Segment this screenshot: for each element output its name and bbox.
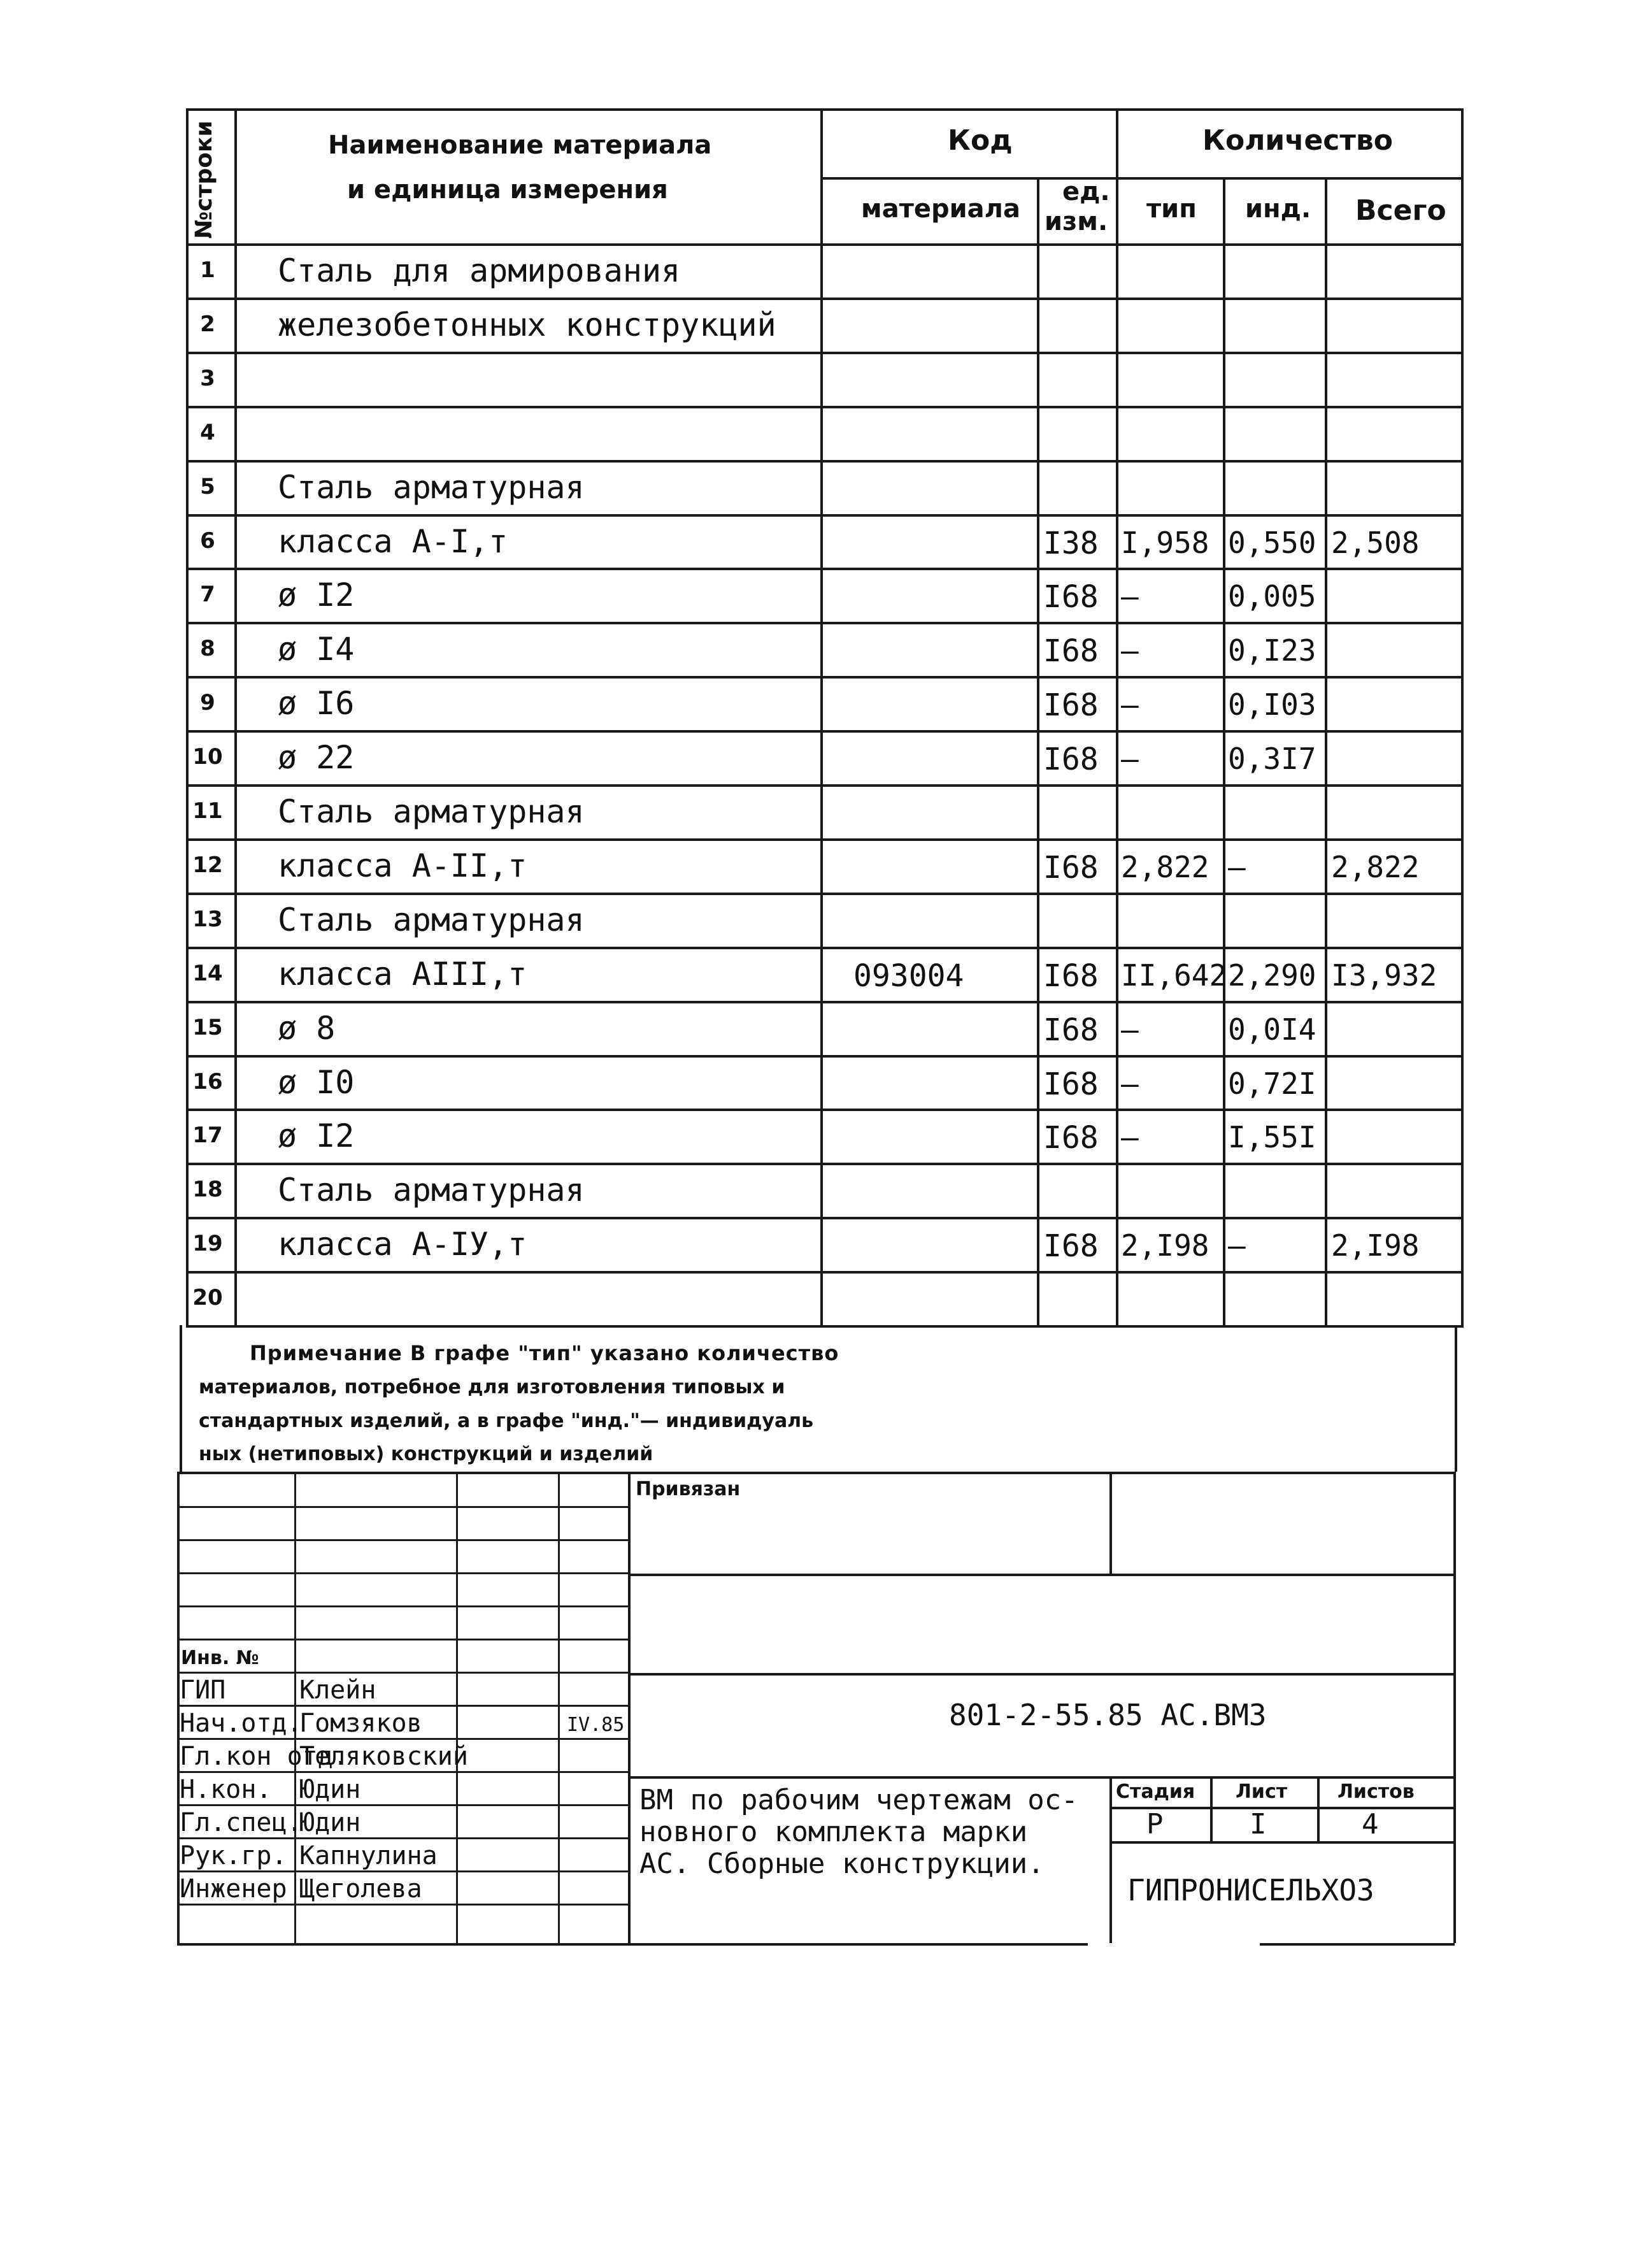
inv-number-label: Инв. № [181,1647,259,1669]
table-row [0,622,1465,676]
qty-total: 2,822 [1331,850,1420,884]
table-row [0,1271,1465,1325]
table-row [0,243,1465,298]
table-row [0,1055,1465,1109]
signature-role: Инженер [180,1874,287,1904]
qty-ind: 0,0I4 [1228,1012,1316,1047]
signature-role: Гл.спец. [180,1808,303,1837]
qty-typ: II,642 [1121,958,1227,993]
qty-total: I3,932 [1331,958,1437,993]
row-number: 19 [192,1231,223,1256]
qty-typ: – [1121,1120,1139,1154]
header-row-number: №строки [191,120,217,239]
header-code: Код [948,124,1013,157]
header-qty-total: Всего [1355,194,1446,227]
signature-role: Гл.кон отд. [180,1742,348,1771]
unit-code: I38 [1043,526,1099,561]
qty-typ: – [1121,633,1139,668]
table-row [0,1217,1465,1271]
sheets-label: Листов [1337,1781,1415,1803]
qty-typ: – [1121,1066,1139,1101]
signature-date: IV.85 [567,1714,625,1736]
signature-name: Юдин [299,1775,361,1804]
table-row [0,406,1465,460]
table-row [0,893,1465,947]
header-code-material: материала [861,194,1020,224]
qty-typ: – [1121,1012,1139,1047]
note-line-2: материалов, потребное для изготовления типовых и [199,1376,785,1398]
description-line-3: АС. Сборные конструкции. [639,1848,1045,1880]
sheets-value: 4 [1362,1808,1379,1841]
qty-ind: 2,290 [1228,958,1316,993]
table-row [0,730,1465,784]
header-code-unit-1: ед. [1062,177,1110,206]
signature-name: Капнулина [299,1841,438,1870]
unit-code: I68 [1043,958,1099,994]
unit-code: I68 [1043,1066,1099,1102]
sheet-value: I [1250,1808,1267,1841]
qty-typ: – [1121,579,1139,614]
table-row [0,352,1465,406]
unit-code: I68 [1043,1228,1099,1264]
row-number: 1 [200,257,215,283]
unit-code: I68 [1043,1012,1099,1048]
organization-name: ГИПРОНИСЕЛЬХОЗ [1127,1873,1374,1907]
signature-role: Рук.гр. [180,1841,287,1870]
qty-ind: 0,I23 [1228,633,1316,668]
qty-ind: 0,3I7 [1228,742,1316,776]
table-row [0,676,1465,730]
material-name: ø 22 [278,739,355,776]
row-number: 17 [192,1123,223,1148]
material-name: ø I2 [278,577,355,614]
qty-ind: – [1228,1228,1246,1263]
note-line-3: стандартных изделий, а в графе "инд."— индивидуаль [199,1410,814,1432]
qty-ind: 0,550 [1228,526,1316,560]
header-code-unit-2: изм. [1045,207,1108,236]
document-code: 801-2-55.85 АС.ВМЗ [949,1698,1267,1732]
material-name: ø I0 [278,1064,355,1101]
material-name: Сталь арматурная [278,1172,585,1209]
stage-value: Р [1146,1808,1164,1841]
material-name: железобетонных конструкций [278,306,776,343]
row-number: 2 [200,312,215,337]
qty-typ: 2,I98 [1121,1228,1209,1263]
row-number: 3 [200,366,215,391]
table-row [0,514,1465,568]
table-row [0,1001,1465,1055]
qty-ind: 0,005 [1228,579,1316,614]
signature-name: Гомзяков [299,1709,422,1738]
header-material-name-2: и единица измерения [347,175,668,205]
table-row [0,298,1465,352]
sheet-label: Лист [1236,1781,1288,1803]
header-qty-ind: инд. [1245,194,1311,224]
material-name: Сталь арматурная [278,793,585,830]
header-quantity: Количество [1202,124,1393,157]
row-number: 10 [192,744,223,770]
row-number: 14 [192,961,223,986]
header-qty-typ: тип [1146,194,1197,224]
unit-code: I68 [1043,742,1099,777]
row-number: 5 [200,474,215,499]
row-number: 15 [192,1015,223,1040]
row-number: 20 [192,1285,223,1310]
material-name: класса А-I,т [278,523,508,560]
qty-typ: I,958 [1121,526,1209,560]
material-name: ø I4 [278,631,355,668]
stage-label: Стадия [1116,1781,1195,1803]
privyazan-label: Привязан [636,1478,741,1500]
material-name: класса АIII,т [278,956,527,993]
material-name: Сталь для армирования [278,252,681,289]
row-number: 4 [200,420,215,445]
qty-total: 2,508 [1331,526,1420,560]
qty-ind: – [1228,850,1246,884]
row-number: 18 [192,1177,223,1202]
material-name: ø I6 [278,685,355,722]
qty-ind: 0,72I [1228,1066,1316,1101]
unit-code: I68 [1043,1120,1099,1156]
row-number: 7 [200,582,215,607]
qty-typ: – [1121,687,1139,722]
row-number: 6 [200,528,215,554]
qty-typ: 2,822 [1121,850,1209,884]
signature-name: Теляковский [299,1742,468,1771]
header-material-name-1: Наименование материала [328,131,712,160]
row-number: 11 [192,798,223,824]
table-row [0,1109,1465,1163]
row-number: 13 [192,907,223,932]
table-row [0,1163,1465,1217]
signature-role: Нач.отд. [180,1709,303,1738]
material-name: ø I2 [278,1117,355,1154]
row-number: 9 [200,690,215,715]
row-number: 16 [192,1069,223,1095]
qty-ind: 0,I03 [1228,687,1316,722]
material-name: класса А-II,т [278,847,527,884]
signature-name: Юдин [299,1808,361,1837]
note-line-4: ных (нетиповых) конструкций и изделий [199,1443,653,1465]
qty-ind: I,55I [1228,1120,1316,1154]
table-row [0,460,1465,514]
description-line-1: ВМ по рабочим чертежам ос- [639,1784,1078,1816]
row-number: 12 [192,852,223,878]
note-line-1: Примечание В графе "тип" указано количество [250,1341,839,1365]
table-row [0,838,1465,893]
table-row [0,947,1465,1001]
signature-role: Н.кон. [180,1775,272,1804]
material-name: ø 8 [278,1010,336,1047]
description-line-2: новного комплекта марки [639,1816,1028,1848]
material-name: класса А-IУ,т [278,1226,527,1263]
table-row [0,784,1465,838]
row-number: 8 [200,636,215,661]
table-row [0,568,1465,622]
material-code: 093004 [853,958,964,994]
material-name: Сталь арматурная [278,901,585,938]
signature-name: Щеголева [299,1874,422,1904]
qty-total: 2,I98 [1331,1228,1420,1263]
material-name: Сталь арматурная [278,469,585,506]
unit-code: I68 [1043,633,1099,669]
signature-role: ГИП [180,1676,226,1705]
qty-typ: – [1121,742,1139,776]
signature-name: Клейн [299,1676,376,1705]
unit-code: I68 [1043,687,1099,723]
unit-code: I68 [1043,850,1099,886]
unit-code: I68 [1043,579,1099,615]
